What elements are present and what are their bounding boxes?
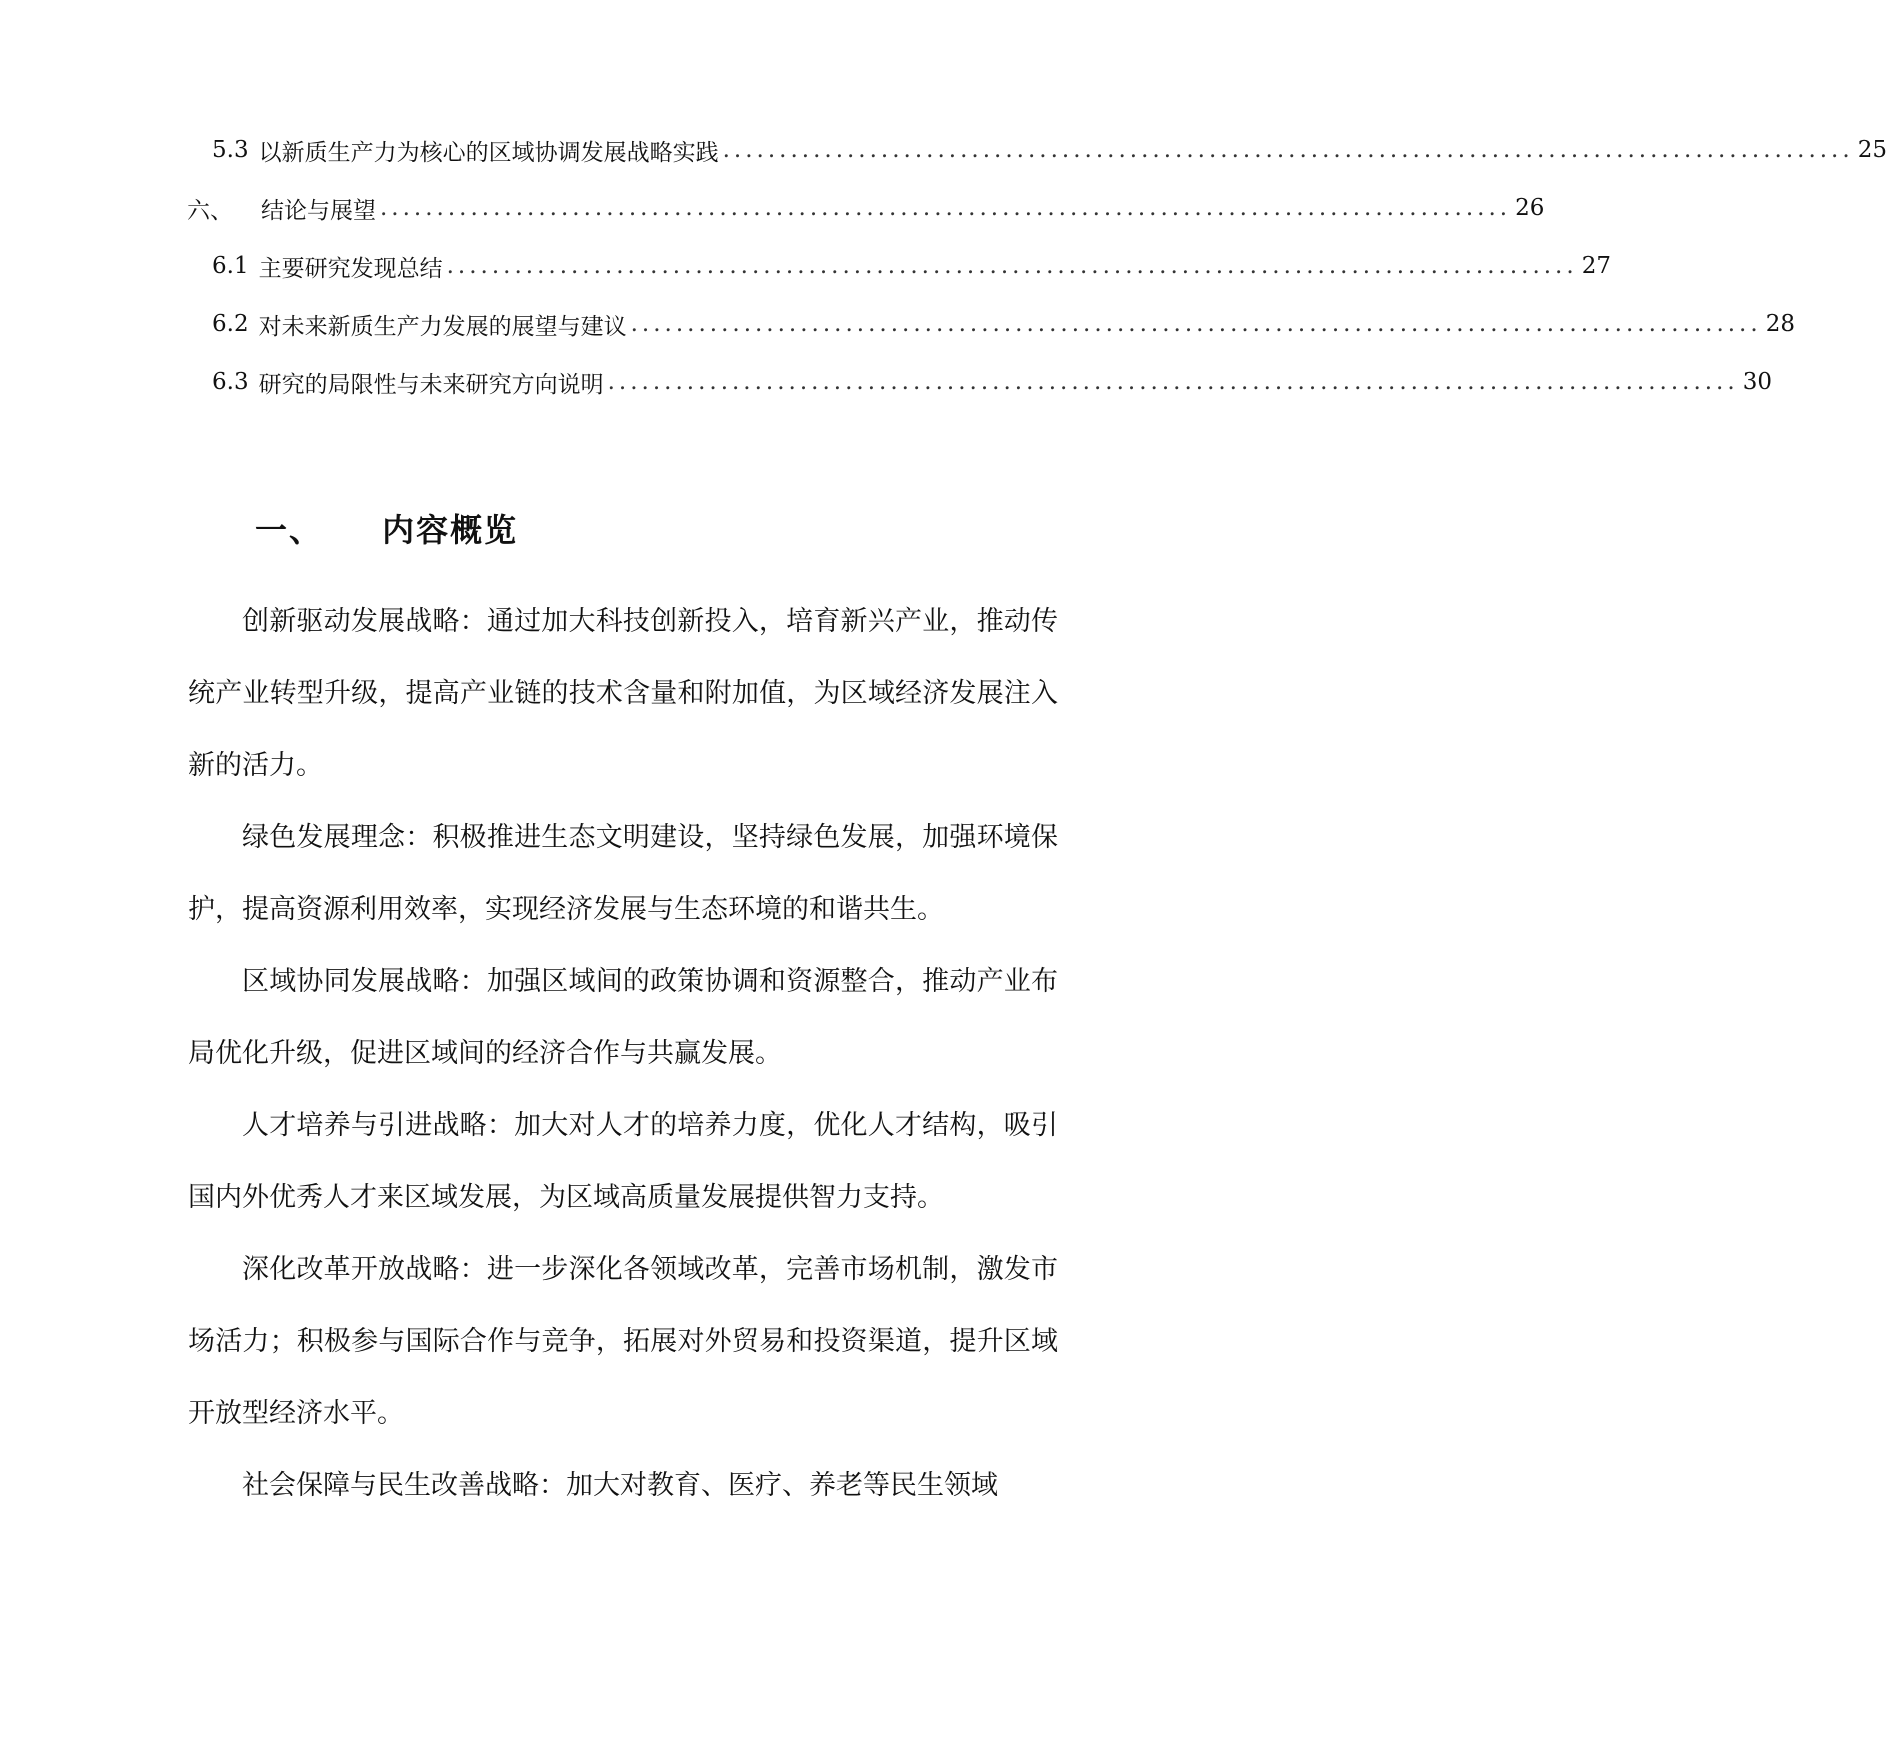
toc-leader-dots: .................................................................................................... <box>722 137 1854 163</box>
toc-entry-title: 对未来新质生产力发展的展望与建议 <box>258 313 627 340</box>
paragraph-reform: 深化改革开放战略：进一步深化各领域改革，完善市场机制，激发市场活力；积极参与国际合作与竞争，拓展对外贸易和投资渠道，提升区域开放型经济水平。 <box>188 1254 1058 1429</box>
toc-entry-page: 27 <box>1581 253 1611 279</box>
body-text <box>188 586 1058 1522</box>
section-heading <box>255 505 518 551</box>
paragraph-regional: 区域协同发展战略：加强区域间的政策协调和资源整合，推动产业布局优化升级，促进区域间的经济合作与共赢发展。 <box>188 966 1058 1069</box>
toc-entry-title: 研究的局限性与未来研究方向说明 <box>258 371 604 398</box>
toc-entry-title: 以新质生产力为核心的区域协调发展战略实践 <box>258 139 719 166</box>
section-title: 内容概览 <box>382 511 519 549</box>
toc-entry-6-2[interactable] <box>212 304 1795 344</box>
toc-entry-6-1[interactable] <box>212 246 1611 286</box>
toc-entry-number: 6.2 <box>212 311 249 337</box>
toc-entry-number: 6.3 <box>212 369 249 395</box>
toc-entry-page: 25 <box>1857 137 1887 163</box>
toc-entry-number: 5.3 <box>212 137 249 163</box>
toc-entry-6-3[interactable] <box>212 362 1772 402</box>
toc-entry-5-3[interactable] <box>212 130 1887 170</box>
paragraph-welfare: 社会保障与民生改善战略：加大对教育、医疗、养老等民生领域 <box>242 1470 998 1501</box>
paragraph-talent: 人才培养与引进战略：加大对人才的培养力度，优化人才结构，吸引国内外优秀人才来区域发展，为区域高质量发展提供智力支持。 <box>188 1110 1058 1213</box>
toc-entry-title: 结论与展望 <box>261 197 376 224</box>
toc-entry-page: 28 <box>1765 311 1795 337</box>
toc-entry-number: 六、 <box>187 197 233 224</box>
toc-leader-dots: .................................................................................................... <box>380 195 1512 221</box>
paragraph-green: 绿色发展理念：积极推进生态文明建设，坚持绿色发展，加强环境保护，提高资源利用效率，实现经济发展与生态环境的和谐共生。 <box>188 822 1058 925</box>
toc-leader-dots: .................................................................................................... <box>446 253 1578 279</box>
paragraph-innovation: 创新驱动发展战略：通过加大科技创新投入，培育新兴产业，推动传统产业转型升级，提高产业链的技术含量和附加值，为区域经济发展注入新的活力。 <box>188 606 1058 781</box>
toc-entry-page: 30 <box>1742 369 1772 395</box>
toc-entry-number: 6.1 <box>212 253 249 279</box>
toc-leader-dots: .................................................................................................... <box>630 311 1762 337</box>
toc-leader-dots: .................................................................................................... <box>607 369 1739 395</box>
toc-entry-title: 主要研究发现总结 <box>258 255 443 282</box>
toc-entry-page: 26 <box>1515 195 1545 221</box>
section-number: 一、 <box>255 511 324 549</box>
toc-entry-6[interactable] <box>187 188 1545 228</box>
